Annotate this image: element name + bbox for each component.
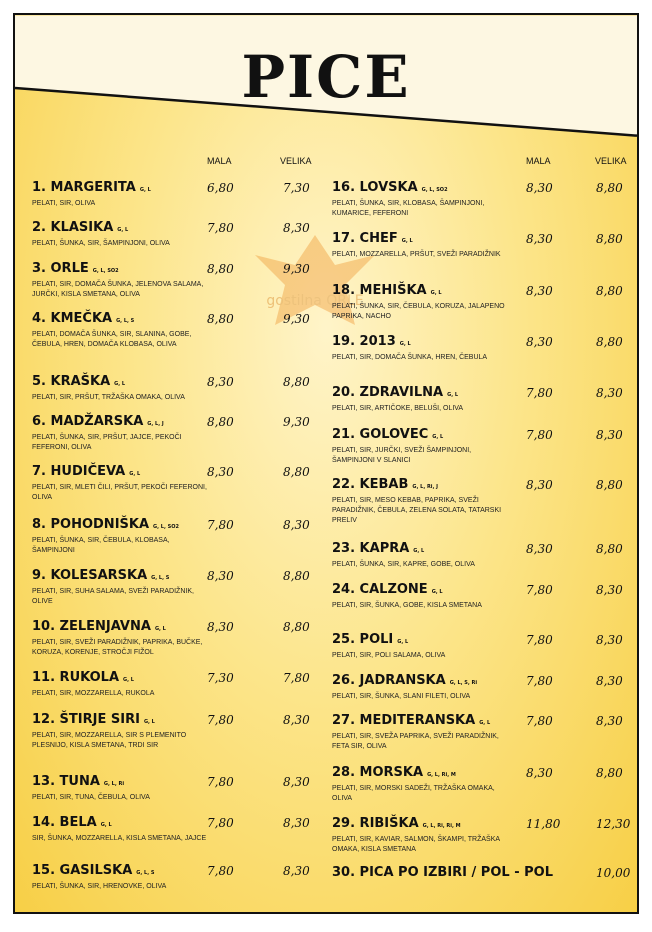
item-allergens: G, L [117, 227, 129, 233]
item-description: PELATI, SIR, DOMAČA ŠUNKA, HREN, ČEBULA [332, 354, 488, 361]
price-large: 8,80 [596, 232, 623, 246]
item-name: 13. TUNA G, L, Ri [32, 774, 125, 789]
item-description: PELATI, SIR, POLI SALAMA, OLIVA [332, 652, 446, 659]
item-name: 6. MADŽARSKA G, L, J [32, 414, 164, 429]
item-name: 22. KEBAB G, L, Ri, J [332, 477, 439, 492]
price-small: 7,80 [526, 583, 553, 597]
menu-item [332, 816, 632, 855]
item-allergens: G, L [413, 548, 425, 554]
item-description: PELATI, ŠUNKA, SIR, ČEBULA, KLOBASA, ŠAMPINJONI [32, 537, 170, 554]
price-small: 7,80 [526, 633, 553, 647]
menu-item [332, 541, 632, 570]
price-large: 9,30 [283, 415, 310, 429]
item-description: PELATI, ŠUNKA, SIR, HRENOVKE, OLIVA [32, 883, 167, 890]
item-allergens: G, L, Ri, J [412, 484, 439, 490]
item-allergens: G, L [139, 187, 151, 193]
price-small: 8,30 [526, 766, 553, 780]
menu-item [332, 334, 632, 363]
item-name: 21. GOLOVEC G, L [332, 427, 444, 442]
item-allergens: G, L [431, 589, 443, 595]
item-name: 17. CHEF G, L [332, 231, 413, 246]
item-description: PELATI, SIR, TUNA, ČEBULA, OLIVA [32, 794, 150, 801]
item-description: PELATI, SIR, MORSKI SADEŽI, TRŽAŠKA OMAKA, OLIVA [332, 785, 495, 802]
price-small: 8,30 [526, 335, 553, 349]
item-name: 1. MARGERITA G, L [32, 180, 151, 195]
price-small: 8,30 [526, 478, 553, 492]
price-small: 7,80 [207, 518, 234, 532]
item-allergens: G, L [432, 434, 444, 440]
price-small: 7,80 [526, 714, 553, 728]
item-description: PELATI, SIR, ŠUNKA, GOBE, KISLA SMETANA [332, 602, 482, 609]
price-small: 8,80 [207, 415, 234, 429]
item-description: PELATI, SIR, MLETI ČILI, PRŠUT, PEKOČI FEFERONI, OLIVA [32, 484, 207, 501]
price-large: 8,80 [596, 766, 623, 780]
price-large: 7,80 [283, 671, 310, 685]
item-name: 19. 2013 G, L [332, 334, 411, 349]
price-small: 8,30 [207, 465, 234, 479]
item-description: PELATI, SIR, SUHA SALAMA, SVEŽI PARADIŽNIK, OLIVE [32, 588, 194, 605]
price-small: 7,80 [207, 816, 234, 830]
item-description: SIR, ŠUNKA, MOZZARELLA, KISLA SMETANA, JAJCE [32, 835, 207, 842]
item-name: 29. RIBIŠKA G, L, Ri, Ri, M [332, 816, 461, 831]
menu-item [332, 673, 632, 702]
header-velika-right: VELIKA [595, 156, 627, 166]
item-name: 10. ZELENJAVNA G, L [32, 619, 166, 634]
price-large: 8,80 [283, 465, 310, 479]
price-large: 8,30 [596, 386, 623, 400]
price-small: 7,80 [526, 428, 553, 442]
item-name: 12. ŠTIRJE SIRI G, L [32, 712, 155, 727]
item-description: PELATI, SIR, ŠUNKA, SLANI FILETI, OLIVA [332, 693, 471, 700]
item-allergens: G, L [401, 238, 413, 244]
item-allergens: G, L, Ri, Ri, M [422, 823, 461, 829]
price-large: 12,30 [596, 817, 631, 831]
item-description: PELATI, SIR, JURČKI, SVEŽI ŠAMPINJONI, ŠAMPINJONI V SLANICI [332, 447, 472, 464]
price-large: 8,30 [283, 713, 310, 727]
price-small: 7,80 [207, 864, 234, 878]
page-title: PICE [241, 43, 411, 111]
item-name: 26. JADRANSKA G, L, S, Ri [332, 673, 478, 688]
item-allergens: G, L [397, 639, 409, 645]
price-large: 8,30 [283, 518, 310, 532]
item-allergens: G, L, SO2 [421, 187, 448, 193]
item-description: PELATI, SIR, DOMAČA ŠUNKA, JELENOVA SALAMA, JURČKI, KISLA SMETANA, OLIVA [32, 281, 204, 298]
item-name: 15. GASILSKA G, L, S [32, 863, 155, 878]
menu-frame [13, 13, 639, 914]
item-allergens: G, L, S, Ri [449, 680, 478, 686]
price-large: 8,80 [283, 569, 310, 583]
price-small: 7,80 [207, 221, 234, 235]
price-small: 8,30 [207, 569, 234, 583]
item-description: PELATI, SIR, OLIVA [32, 200, 96, 207]
price-large: 8,80 [283, 620, 310, 634]
item-description: PELATI, ŠUNKA, SIR, ČEBULA, KORUZA, JALAPENO PAPRIKA, NACHO [332, 303, 505, 320]
item-allergens: G, L [447, 392, 459, 398]
header-velika-left: VELIKA [280, 156, 312, 166]
menu-item [332, 632, 632, 661]
price-large: 8,30 [596, 714, 623, 728]
item-name: 25. POLI G, L [332, 632, 409, 647]
item-name: 16. LOVSKA G, L, SO2 [332, 180, 448, 195]
item-name: 14. BELA G, L [32, 815, 112, 830]
header-mala-right: MALA [526, 156, 551, 166]
price-small: 8,30 [207, 375, 234, 389]
item-allergens: G, L, J [147, 421, 164, 427]
menu-item [332, 865, 632, 880]
price-small: 7,80 [207, 713, 234, 727]
item-name: 4. KMEČKA G, L, S [32, 311, 135, 326]
price-small: 7,80 [207, 775, 234, 789]
item-name: 8. POHODNIŠKA G, L, SO2 [32, 517, 179, 532]
price-large: 9,30 [283, 312, 310, 326]
price-small: 8,30 [526, 181, 553, 195]
menu-item [332, 180, 632, 219]
item-allergens: G, L [100, 822, 112, 828]
item-name: 27. MEDITERANSKA G, L [332, 713, 491, 728]
item-description: PELATI, SIR, PRŠUT, TRŽAŠKA OMAKA, OLIVA [32, 394, 185, 401]
item-description: PELATI, SIR, MOZZARELLA, RUKOLA [32, 690, 155, 697]
menu-item [332, 713, 632, 752]
price-small: 7,80 [526, 674, 553, 688]
price-large: 8,30 [596, 633, 623, 647]
price-large: 10,00 [596, 866, 631, 880]
price-large: 8,80 [283, 375, 310, 389]
item-description: PELATI, MOZZARELLA, PRŠUT, SVEŽI PARADIŽNIK [332, 251, 501, 258]
item-allergens: G, L [430, 290, 442, 296]
item-name: 9. KOLESARSKA G, L, S [32, 568, 170, 583]
price-small: 7,30 [207, 671, 234, 685]
price-large: 8,80 [596, 478, 623, 492]
price-small: 7,80 [526, 386, 553, 400]
price-small: 8,30 [207, 620, 234, 634]
price-large: 8,80 [596, 181, 623, 195]
price-small: 11,80 [526, 817, 561, 831]
price-large: 8,80 [596, 335, 623, 349]
price-large: 8,30 [596, 428, 623, 442]
price-large: 7,30 [283, 181, 310, 195]
item-name: 11. RUKOLA G, L [32, 670, 134, 685]
menu-item [332, 385, 632, 414]
item-name: 30. PICA PO IZBIRI / POL - POL [332, 865, 553, 880]
item-description: PELATI, ŠUNKA, SIR, KAPRE, GOBE, OLIVA [332, 561, 475, 568]
price-large: 9,30 [283, 262, 310, 276]
item-allergens: G, L [399, 341, 411, 347]
item-description: PELATI, SIR, MESO KEBAB, PAPRIKA, SVEŽI PARADIŽNIK, ČEBULA, ZELENA SOLATA, TATARSKI PRELIV [332, 497, 502, 524]
menu-item [332, 582, 632, 611]
menu-item [332, 765, 632, 804]
menu-item [332, 283, 632, 322]
item-allergens: G, L [154, 626, 166, 632]
item-allergens: G, L, SO2 [92, 268, 119, 274]
item-name: 5. KRAŠKA G, L [32, 374, 126, 389]
item-name: 23. KAPRA G, L [332, 541, 425, 556]
item-description: PELATI, ŠUNKA, SIR, KLOBASA, ŠAMPINJONI, KUMARICE, FEFERONI [332, 200, 485, 217]
item-description: PELATI, ŠUNKA, SIR, ŠAMPINJONI, OLIVA [32, 240, 170, 247]
menu-item [332, 427, 632, 466]
item-name: 28. MORSKA G, L, Ri, M [332, 765, 456, 780]
item-allergens: G, L, S [116, 318, 135, 324]
item-allergens: G, L, S [136, 870, 155, 876]
menu-item [332, 231, 632, 260]
item-allergens: G, L [123, 677, 134, 683]
item-name: 2. KLASIKA G, L [32, 220, 129, 235]
item-description: PELATI, SIR, SVEŽI PARADIŽNIK, PAPRIKA, BUČKE, KORUZA, KORENJE, STROČJI FIŽOL [32, 639, 203, 656]
price-small: 6,80 [207, 181, 234, 195]
price-large: 8,30 [596, 674, 623, 688]
item-description: PELATI, SIR, MOZZARELLA, SIR S PLEMENITO PLESNIJO, KISLA SMETANA, TRDI SIR [32, 732, 187, 749]
item-allergens: G, L [114, 381, 126, 387]
item-name: 3. ORLE G, L, SO2 [32, 261, 119, 276]
item-description: PELATI, ŠUNKA, SIR, PRŠUT, JAJCE, PEKOČI FEFERONI, OLIVA [32, 434, 182, 451]
item-allergens: G, L [129, 471, 141, 477]
item-allergens: G, L, SO2 [153, 524, 179, 530]
item-allergens: G, L, Ri [103, 781, 125, 787]
price-large: 8,30 [283, 816, 310, 830]
item-name: 24. CALZONE G, L [332, 582, 443, 597]
price-small: 8,80 [207, 262, 234, 276]
item-description: PELATI, DOMAČA ŠUNKA, SIR, SLANINA, GOBE, ČEBULA, HREN, DOMAČA KLOBASA, OLIVA [32, 331, 192, 348]
item-allergens: G, L [479, 720, 491, 726]
price-large: 8,30 [283, 775, 310, 789]
price-large: 8,80 [596, 542, 623, 556]
item-description: PELATI, SIR, ARTIČOKE, BELUŠI, OLIVA [332, 405, 464, 412]
item-description: PELATI, SIR, SVEŽA PAPRIKA, SVEŽI PARADIŽNIK, FETA SIR, OLIVA [332, 733, 499, 750]
price-small: 8,80 [207, 312, 234, 326]
price-small: 8,30 [526, 542, 553, 556]
item-allergens: G, L, Ri, M [427, 772, 456, 778]
item-name: 20. ZDRAVILNA G, L [332, 385, 459, 400]
menu-item [332, 477, 632, 526]
price-small: 8,30 [526, 232, 553, 246]
item-allergens: G, L, S [151, 575, 170, 581]
item-description: PELATI, SIR, KAVIAR, SALMON, ŠKAMPI, TRŽAŠKA OMAKA, KISLA SMETANA [332, 836, 500, 853]
item-name: 18. MEHIŠKA G, L [332, 283, 442, 298]
logo-text: gostilna ORLE [266, 293, 364, 309]
header-mala-left: MALA [207, 156, 232, 166]
price-small: 8,30 [526, 284, 553, 298]
price-large: 8,30 [596, 583, 623, 597]
item-allergens: G, L [143, 719, 155, 725]
price-large: 8,80 [596, 284, 623, 298]
price-large: 8,30 [283, 221, 310, 235]
price-large: 8,30 [283, 864, 310, 878]
item-name: 7. HUDIČEVA G, L [32, 464, 141, 479]
